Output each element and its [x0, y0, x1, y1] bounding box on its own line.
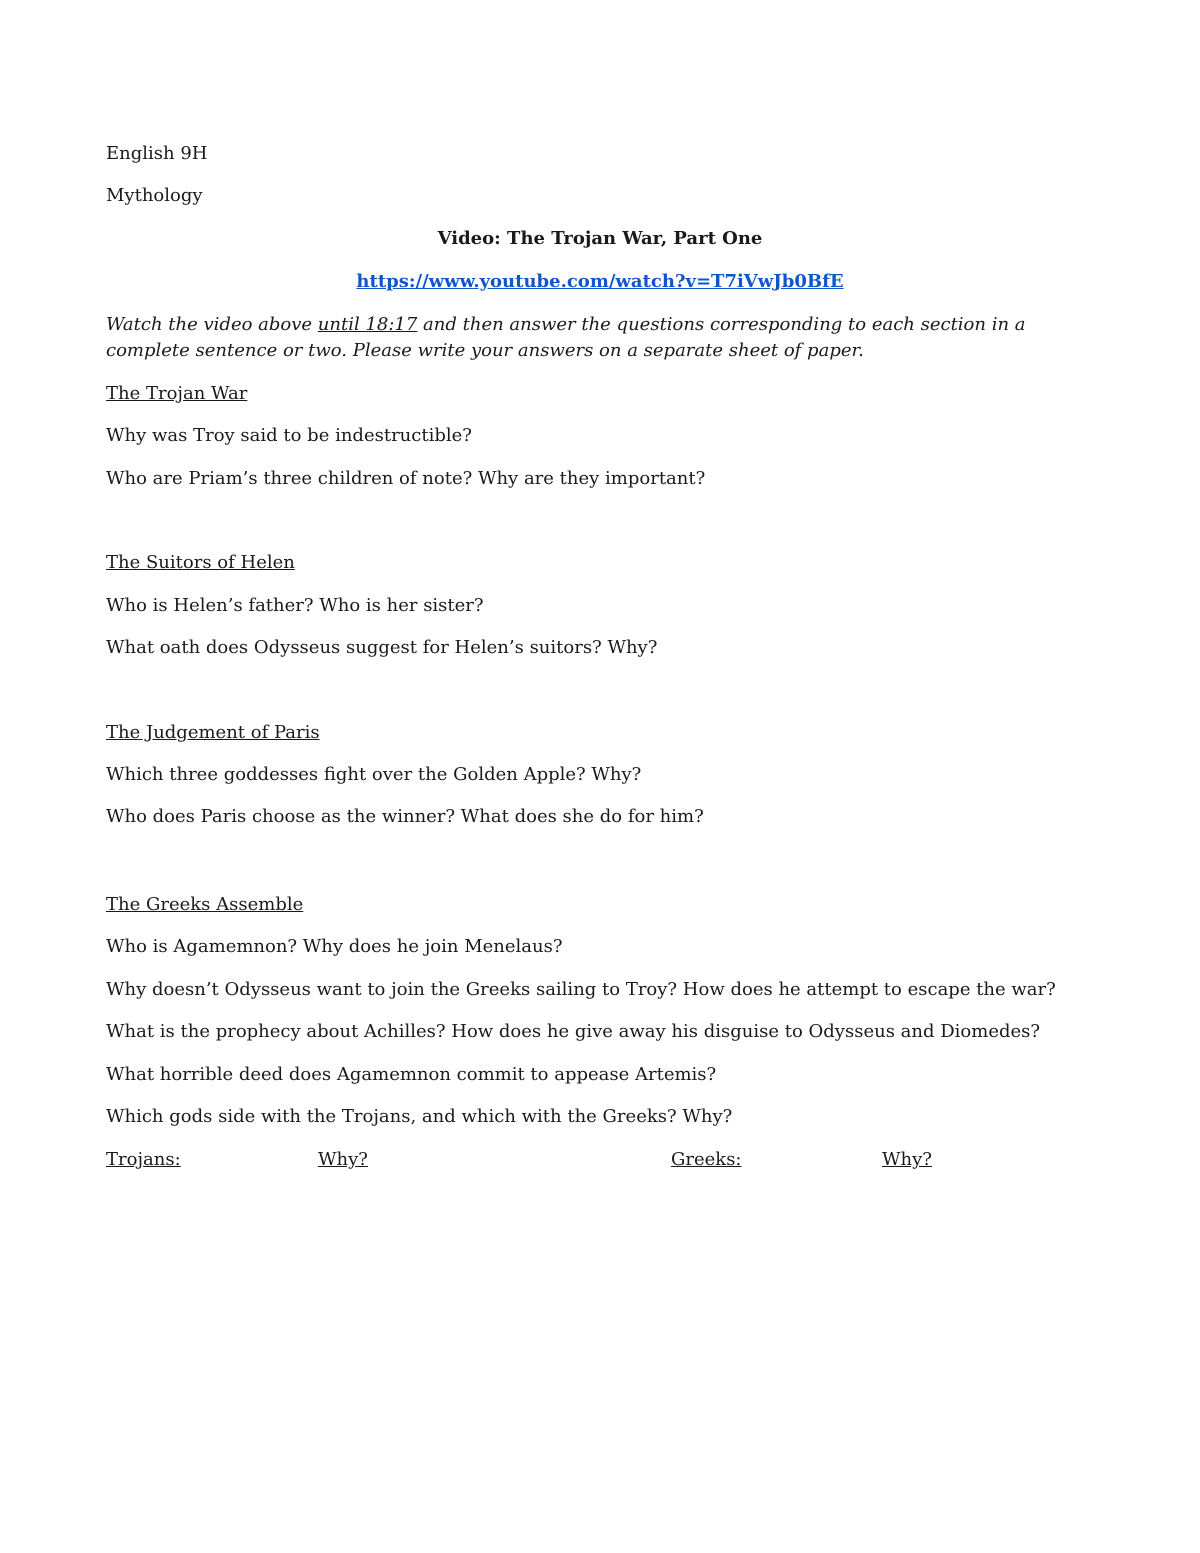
instructions-before: Watch the video above — [106, 314, 318, 335]
section-heading-greeks-assemble: The Greeks Assemble — [106, 894, 304, 915]
question: Who is Helen’s father? Who is her sister? — [106, 595, 484, 616]
question: What horrible deed does Agamemnon commit to appease Artemis? — [106, 1064, 717, 1085]
greeks-header: Greeks: — [671, 1149, 742, 1170]
question: Who is Agamemnon? Why does he join Menelaus? — [106, 936, 563, 957]
section-heading-trojan-war: The Trojan War — [106, 383, 248, 404]
video-link[interactable]: https://www.youtube.com/watch?v=T7iVwJb0BfE — [356, 271, 844, 292]
question: Which gods side with the Trojans, and which with the Greeks? Why? — [106, 1106, 733, 1127]
question: What oath does Odysseus suggest for Helen’s suitors? Why? — [106, 637, 658, 658]
video-title: Video: The Trojan War, Part One — [437, 228, 763, 249]
question: What is the prophecy about Achilles? How does he give away his disguise to Odysseus and Diomedes? — [106, 1021, 1041, 1042]
instructions-after: and then answer the questions corresponding to each section in a complete sentence or two. Please write your answers on a separate sheet of paper. — [106, 314, 1026, 361]
instructions-timestamp: until 18:17 — [317, 314, 418, 335]
question: Which three goddesses fight over the Golden Apple? Why? — [106, 764, 642, 785]
section-heading-suitors-of-helen: The Suitors of Helen — [106, 552, 295, 573]
course-name: English 9H — [106, 143, 208, 164]
question: Why doesn’t Odysseus want to join the Greeks sailing to Troy? How does he attempt to escape the war? — [106, 979, 1056, 1000]
instructions — [106, 312, 1066, 364]
greeks-why-header: Why? — [882, 1149, 932, 1170]
section-heading-judgement-of-paris: The Judgement of Paris — [106, 722, 320, 743]
trojans-header: Trojans: — [106, 1149, 181, 1170]
question: Who does Paris choose as the winner? What does she do for him? — [106, 806, 704, 827]
question: Who are Priam’s three children of note? Why are they important? — [106, 468, 706, 489]
trojans-why-header: Why? — [318, 1149, 368, 1170]
video-link-row — [0, 269, 1200, 295]
question: Why was Troy said to be indestructible? — [106, 425, 472, 446]
unit-name: Mythology — [106, 185, 203, 206]
